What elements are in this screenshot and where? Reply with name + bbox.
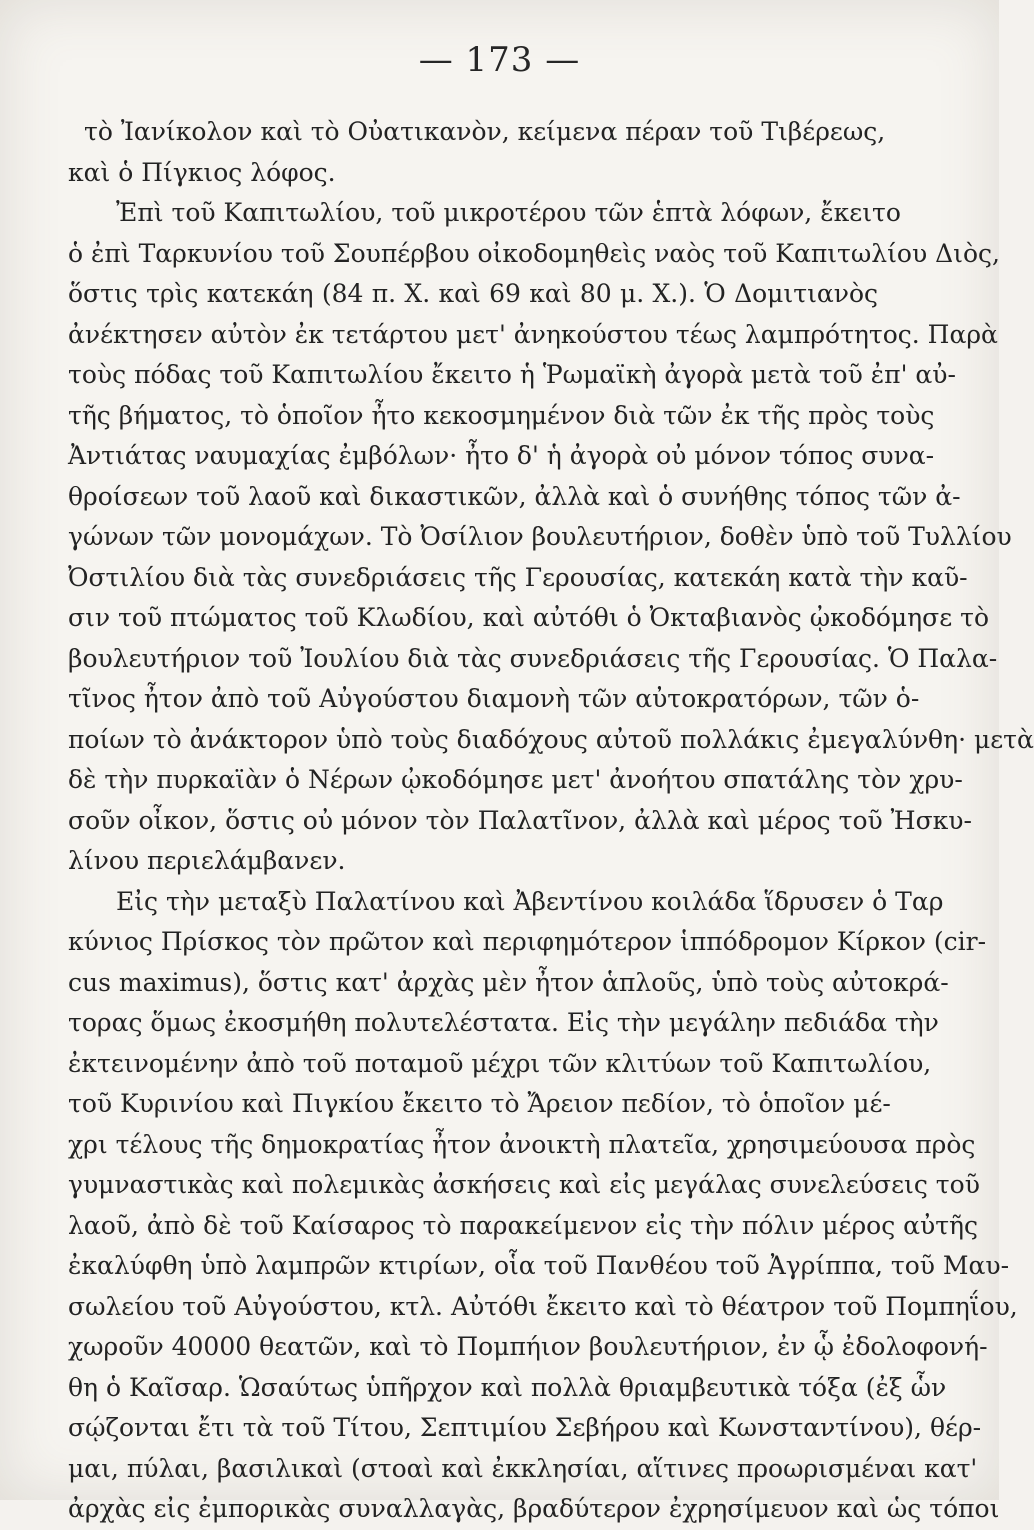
- text-line: κύνιος Πρίσκος τὸν πρῶτον καὶ περιφημότερον ἱππόδρομον Κίρκον (cir-: [68, 927, 987, 956]
- text-line: ὁ ἐπὶ Ταρκυνίου τοῦ Σουπέρβου οἰκοδομηθεὶς ναὸς τοῦ Καπιτωλίου Διὸς,: [68, 238, 1000, 268]
- text-line: τορας ὅμως ἐκοσμήθη πολυτελέστατα. Εἰς τὴν μεγάλην πεδιάδα τὴν: [68, 1008, 939, 1037]
- text-line: τῆς βήματος, τὸ ὁποῖον ἦτο κεκοσμημένον διὰ τῶν ἐκ τῆς πρὸς τοὺς: [68, 400, 935, 430]
- page-number: — 173 —: [418, 40, 581, 80]
- text-line: ποίων τὸ ἀνάκτορον ὑπὸ τοὺς διαδόχους αὐτοῦ πολλάκις ἐμεγαλύνθη· μετὰ: [68, 724, 1034, 754]
- text-line: Ἀντιάτας ναυμαχίας ἐμβόλων· ἦτο δ' ἡ ἀγορὰ οὐ μόνον τόπος συνα-: [68, 441, 935, 470]
- text-line: cus maximus), ὅστις κατ' ἀρχὰς μὲν ἦτον ἁπλοῦς, ὑπὸ τοὺς αὐτοκρά-: [68, 967, 949, 997]
- body-text: [68, 112, 1034, 1530]
- text-line: χρι τέλους τῆς δημοκρατίας ἦτον ἀνοικτὴ πλατεῖα, χρησιμεύουσα πρὸς: [68, 1129, 976, 1159]
- text-line: ἐκαλύφθη ὑπὸ λαμπρῶν κτιρίων, οἷα τοῦ Πανθέου τοῦ Ἀγρίππα, τοῦ Μαυ-: [68, 1251, 1010, 1280]
- text-line: λίνου περιελάμβανεν.: [68, 846, 346, 875]
- text-line: λαοῦ, ἀπὸ δὲ τοῦ Καίσαρος τὸ παρακείμενον εἰς τὴν πόλιν μέρος αὐτῆς: [68, 1210, 979, 1240]
- text-line: σιν τοῦ πτώματος τοῦ Κλωδίου, καὶ αὐτόθι ὁ Ὀκταβιανὸς ᾠκοδόμησε τὸ: [68, 603, 989, 632]
- text-line: ἀρχὰς εἰς ἐμπορικὰς συναλλαγὰς, βραδύτερον ἐχρησίμευον καὶ ὡς τόποι: [68, 1494, 1000, 1523]
- text-line: τοὺς πόδας τοῦ Καπιτωλίου ἔκειτο ἡ Ῥωμαϊκὴ ἀγορὰ μετὰ τοῦ ἐπ' αὐ-: [68, 360, 956, 389]
- text-line: μαι, πύλαι, βασιλικαὶ (στοαὶ καὶ ἐκκλησίαι, αἵτινες προωρισμέναι κατ': [68, 1453, 978, 1483]
- text-line: Ὀστιλίου διὰ τὰς συνεδριάσεις τῆς Γερουσίας, κατεκάη κατὰ τὴν καῦ-: [68, 562, 968, 592]
- text-line: σωλείου τοῦ Αὐγούστου, κτλ. Αὐτόθι ἔκειτο καὶ τὸ θέατρον τοῦ Πομπηΐου,: [68, 1291, 1018, 1321]
- text-line: θη ὁ Καῖσαρ. Ὡσαύτως ὑπῆρχον καὶ πολλὰ θριαμβευτικὰ τόξα (ἐξ ὧν: [68, 1372, 947, 1402]
- text-line: καὶ ὁ Πίγκιος λόφος.: [68, 157, 336, 187]
- text-line: ἀνέκτησεν αὐτὸν ἐκ τετάρτου μετ' ἀνηκούστου τέως λαμπρότητος. Παρὰ: [68, 319, 998, 349]
- text-line: τοῦ Κυρινίου καὶ Πιγκίου ἔκειτο τὸ Ἄρειον πεδίον, τὸ ὁποῖον μέ-: [68, 1089, 891, 1118]
- text-line: ἐκτεινομένην ἀπὸ τοῦ ποταμοῦ μέχρι τῶν κλιτύων τοῦ Καπιτωλίου,: [68, 1048, 932, 1078]
- text-line: γώνων τῶν μονομάχων. Τὸ Ὀσίλιον βουλευτήριον, δοθὲν ὑπὸ τοῦ Τυλλίου: [68, 522, 1012, 551]
- text-line: βουλευτήριον τοῦ Ἰουλίου διὰ τὰς συνεδριάσεις τῆς Γερουσίας. Ὁ Παλα-: [68, 643, 998, 673]
- text-line: Εἰς τὴν μεταξὺ Παλατίνου καὶ Ἀβεντίνου κοιλάδα ἵδρυσεν ὁ Ταρ: [116, 886, 944, 916]
- text-line: σῴζονται ἔτι τὰ τοῦ Τίτου, Σεπτιμίου Σεβήρου καὶ Κωνσταντίνου), θέρ-: [68, 1413, 982, 1442]
- text-line: τὸ Ἰανίκολον καὶ τὸ Οὐατικανὸν, κείμενα πέραν τοῦ Τιβέρεως,: [84, 117, 886, 146]
- text-line: ὅστις τρὶς κατεκάη (84 π. Χ. καὶ 69 καὶ 80 μ. Χ.). Ὁ Δομιτιανὸς: [68, 279, 878, 308]
- text-line: γυμναστικὰς καὶ πολεμικὰς ἀσκήσεις καὶ εἰς μεγάλας συνελεύσεις τοῦ: [68, 1170, 980, 1199]
- text-line: Ἐπὶ τοῦ Καπιτωλίου, τοῦ μικροτέρου τῶν ἑπτὰ λόφων, ἔκειτο: [116, 198, 901, 227]
- text-line: θροίσεων τοῦ λαοῦ καὶ δικαστικῶν, ἀλλὰ καὶ ὁ συνήθης τόπος τῶν ἀ-: [68, 481, 961, 511]
- text-line: δὲ τὴν πυρκαϊὰν ὁ Νέρων ᾠκοδόμησε μετ' ἀνοήτου σπατάλης τὸν χρυ-: [68, 765, 963, 794]
- text-line: χωροῦν 40000 θεατῶν, καὶ τὸ Πομπήιον βουλευτήριον, ἐν ᾧ ἐδολοφονή-: [68, 1332, 988, 1361]
- text-line: σοῦν οἶκον, ὅστις οὐ μόνον τὸν Παλατῖνον, ἀλλὰ καὶ μέρος τοῦ Ἠσκυ-: [68, 805, 972, 835]
- text-line: τῖνος ἦτον ἀπὸ τοῦ Αὐγούστου διαμονὴ τῶν αὐτοκρατόρων, τῶν ὁ-: [68, 684, 920, 713]
